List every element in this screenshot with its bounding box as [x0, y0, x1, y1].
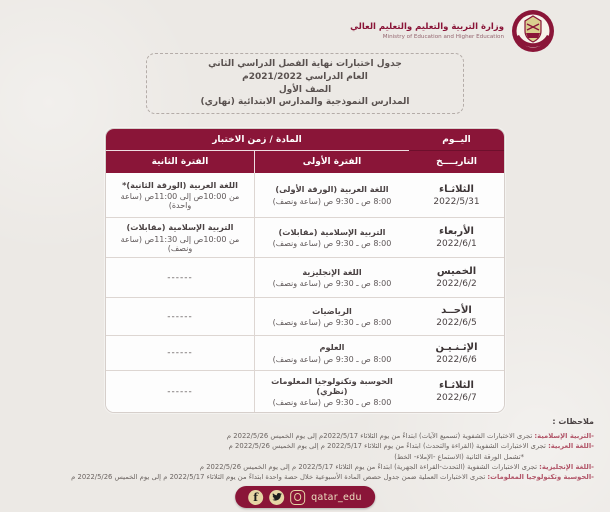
- day-cell: [409, 370, 504, 412]
- facebook-icon[interactable]: f: [248, 490, 263, 505]
- title-line-schools: المدارس النموذجية والمدارس الابتدائية (نهاري): [200, 97, 410, 108]
- note-text: تجرى الاختبارات الشفوية (القراءة والتحدث) ابتداءً من يوم الثلاثاء 2022/5/17 م إلى يوم الخميس 2022/5/26 م: [228, 442, 549, 451]
- period2-cell: [105, 257, 254, 297]
- time: من 10:00ص إلى 11:30ص (ساعة ونصف): [120, 234, 240, 253]
- period2-cell: [105, 217, 254, 257]
- period1-cell: [254, 173, 409, 217]
- note-computing-ict: [10, 472, 594, 482]
- note-label: -الحوسبة وتكنولوجيا المعلومات:: [487, 473, 594, 482]
- time: 8:00 ص ـ 9:30 ص (ساعة ونصف): [272, 354, 392, 364]
- period2-cell: [105, 297, 254, 335]
- day-date: 2022/5/31: [433, 196, 480, 207]
- instagram-icon[interactable]: [290, 490, 305, 505]
- day-cell: [409, 335, 504, 370]
- no-exam-dashes: ------: [167, 272, 193, 283]
- note-second-paper-detail: [10, 452, 594, 462]
- header-period-1: الفترة الأولى: [254, 151, 409, 173]
- table-row: [106, 217, 504, 257]
- period2-cell: [105, 173, 254, 217]
- title-line-grade: الصف الأول: [278, 84, 332, 95]
- period1-cell: [254, 370, 409, 412]
- day-date: 2022/6/6: [436, 354, 477, 365]
- subject: اللغة العربية (الورقة الأولى): [275, 184, 389, 195]
- table-row: [106, 297, 504, 335]
- day-cell: [409, 297, 504, 335]
- header-subject-time: المادة / زمن الاختبار: [105, 129, 409, 151]
- day-name: الثلاثـاء: [439, 380, 474, 391]
- no-exam-dashes: ------: [167, 348, 193, 358]
- subject: اللغة الإنجليزية: [302, 266, 362, 277]
- note-text: تجرى الاختبارات العملية ضمن جدول حصص المادة الأسبوعية خلال حصة واحدة ابتداءً من يوم الثلاثاء 2022/5/17 م إلى يوم الخميس 2022/5/26 م: [71, 473, 488, 482]
- day-cell: [409, 217, 504, 257]
- period1-cell: [254, 257, 409, 297]
- day-name: الأحــد: [441, 305, 472, 316]
- schedule-table: [105, 128, 505, 413]
- period1-cell: [254, 297, 409, 335]
- ministry-header: [350, 9, 555, 53]
- note-label: -اللغة العربية:: [548, 442, 594, 451]
- time: 8:00 ص ـ 9:30 ص (ساعة ونصف): [272, 318, 392, 328]
- table-row: [106, 257, 504, 297]
- day-name: الإثـنـيـن: [435, 341, 478, 353]
- ministry-names: [350, 22, 504, 39]
- header-date: التاريــــخ: [409, 151, 504, 173]
- notes-heading: ملاحظات :: [552, 417, 594, 426]
- day-date: 2022/6/7: [436, 393, 477, 403]
- table-row: [106, 335, 504, 370]
- day-cell: [409, 257, 504, 297]
- day-cell: [409, 173, 504, 217]
- header-day: اليــوم: [409, 129, 504, 151]
- day-date: 2022/6/5: [436, 318, 477, 328]
- no-exam-dashes: ------: [167, 311, 193, 322]
- note-label: -التربية الإسلامية:: [534, 432, 594, 440]
- subject: اللغة العربية (الورقة الثانية)*: [122, 179, 238, 190]
- social-footer-pill: [235, 486, 375, 508]
- note-arabic-language: [10, 441, 594, 451]
- period1-cell: [254, 335, 409, 370]
- time: 8:00 ص ـ 9:30 ص (ساعة ونصف): [272, 239, 392, 249]
- ministry-name-english: Ministry of Education and Higher Education: [382, 33, 504, 40]
- day-name: الخميس: [436, 266, 477, 277]
- note-islamic-education: [10, 431, 594, 441]
- table-header-row-2: [106, 151, 504, 173]
- table-row: [106, 173, 504, 217]
- time: 8:00 ص ـ 9:30 ص (ساعة ونصف): [272, 279, 392, 289]
- day-name: الثلاثـاء: [439, 183, 474, 195]
- day-date: 2022/6/1: [436, 239, 477, 249]
- subject: الرياضيات: [312, 305, 352, 316]
- notes-list: [10, 431, 594, 483]
- twitter-icon[interactable]: [269, 490, 284, 505]
- social-handle-text: qatar_edu: [311, 491, 362, 503]
- schedule-title-box: [146, 53, 464, 114]
- note-text: *تشمل الورقة الثانية (الاستماع -الإملاء- الخط): [394, 452, 524, 461]
- note-text: تجرى الاختبارات الشفوية (تسميع الآيات) ابتداءً من يوم الثلاثاء 2022/5/17م إلى يوم الخميس 2022/5/26 م: [226, 432, 535, 440]
- note-text: تجرى الاختبارات الشفوية (التحدث-القراءة الجهرية) ابتداءً من يوم الثلاثاء 2022/5/17 م إلى يوم الخميس 2022/5/26 م: [199, 462, 540, 471]
- subject: الحوسبة وتكنولوجيا المعلومات (نظري): [271, 375, 393, 396]
- ministry-name-arabic: وزارة التربية والتعليم والتعليم العالي: [350, 22, 504, 33]
- subject: التربية الإسلامية (مقابلات): [126, 222, 234, 233]
- subject: التربية الإسلامية (مقابلات): [278, 226, 386, 237]
- no-exam-dashes: ------: [167, 386, 193, 397]
- day-name: الأربعاء: [439, 226, 474, 237]
- period1-cell: [254, 217, 409, 257]
- period2-cell: [105, 335, 254, 370]
- period2-cell: [105, 370, 254, 412]
- note-label: -اللغة الإنجليزية:: [539, 462, 594, 471]
- day-date: 2022/6/2: [436, 279, 477, 289]
- qatar-emblem-logo: [511, 9, 555, 53]
- time: من 10:00ص إلى 11:00ص (ساعة واحدة): [120, 192, 240, 211]
- time: 8:00 ص ـ 9:30 ص (ساعة ونصف): [272, 196, 392, 206]
- subject: العلوم: [319, 342, 345, 353]
- table-row: [106, 370, 504, 412]
- time: 8:00 ص ـ 9:30 ص (ساعة ونصف): [272, 398, 392, 408]
- note-english-language: [10, 462, 594, 472]
- header-period-2: الفترة الثانية: [105, 151, 254, 173]
- table-header-row-1: [106, 129, 504, 151]
- twitter-bird-glyph: [272, 492, 282, 502]
- title-line-exam: جدول اختبارات نهاية الفصل الدراسي الثاني: [208, 59, 402, 69]
- title-line-year: العام الدراسي 2021/2022م: [242, 71, 368, 82]
